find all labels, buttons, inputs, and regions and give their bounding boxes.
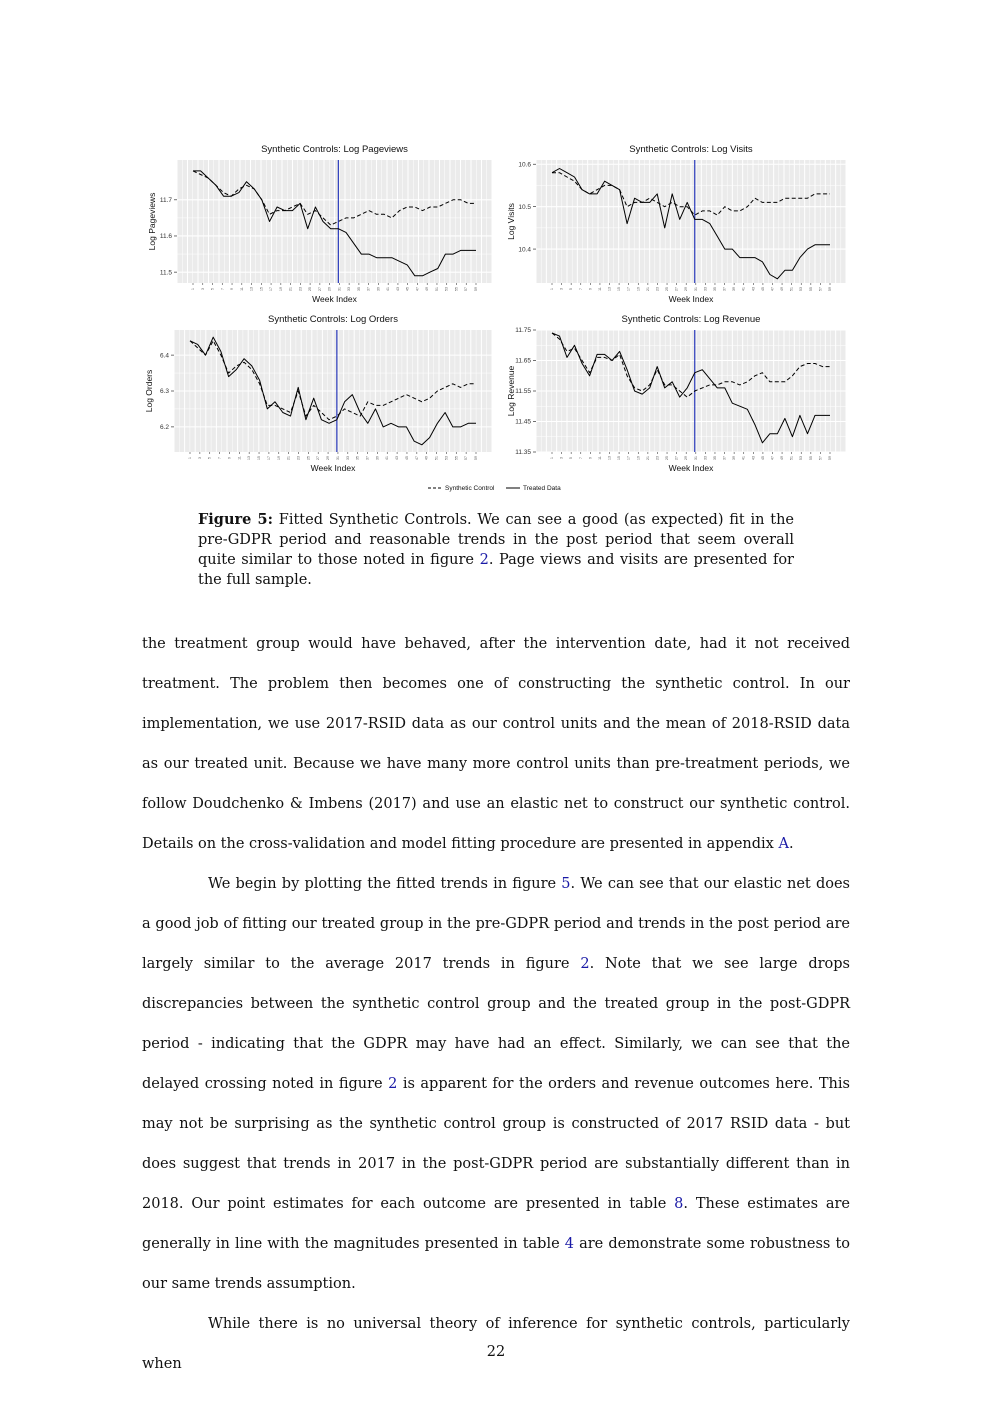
x-tick-label: 55 (454, 287, 459, 291)
x-tick-label: 13 (607, 287, 612, 291)
x-tick-label: 41 (741, 456, 746, 460)
x-tick-label: 25 (665, 287, 670, 291)
x-tick-label: 39 (732, 287, 737, 291)
x-tick-label: 11 (239, 287, 244, 291)
x-tick-label: 33 (703, 456, 708, 460)
paragraph-text: . (788, 836, 794, 852)
y-tick-label: 11.45 (515, 418, 531, 426)
x-tick-label: 31 (337, 287, 342, 291)
x-tick-label: 9 (230, 288, 235, 290)
figure-ref-link[interactable]: 5 (561, 876, 571, 892)
x-tick-label: 29 (326, 456, 331, 460)
legend-label-synthetic: Synthetic Control (445, 485, 495, 492)
paragraph-2 (142, 864, 850, 1304)
x-tick-label: 57 (464, 456, 469, 460)
x-tick-label: 59 (474, 456, 478, 460)
y-tick-label: 11.65 (515, 357, 531, 365)
y-tick-label: 6.2 (159, 424, 169, 432)
x-tick-label: 33 (345, 456, 350, 460)
x-tick-label: 51 (789, 287, 794, 291)
x-tick-label: 21 (645, 456, 650, 460)
figure-5 (140, 140, 860, 500)
y-tick-label: 11.55 (515, 388, 531, 396)
x-tick-label: 45 (404, 456, 409, 460)
chart-title: Synthetic Controls: Log Orders (268, 314, 398, 325)
synthetic-controls-figure (140, 140, 860, 500)
x-tick-label: 9 (227, 457, 232, 459)
x-tick-label: 55 (808, 456, 813, 460)
x-tick-label: 55 (808, 287, 813, 291)
y-axis-label: Log Revenue (506, 365, 516, 417)
x-tick-label: 7 (217, 457, 222, 459)
body-text (142, 624, 850, 1384)
x-tick-label: 15 (257, 456, 262, 460)
x-tick-label: 27 (674, 456, 679, 460)
x-tick-label: 37 (365, 456, 370, 460)
x-tick-label: 45 (405, 287, 410, 291)
y-tick-label: 10.4 (518, 246, 531, 254)
caption-label: Figure 5: (198, 511, 273, 528)
table-ref-link[interactable]: 8 (674, 1196, 684, 1212)
x-tick-label: 31 (693, 287, 698, 291)
x-tick-label: 1 (191, 288, 195, 290)
x-tick-label: 21 (288, 287, 293, 291)
x-tick-label: 11 (597, 287, 602, 291)
x-tick-label: 37 (722, 287, 727, 291)
x-tick-label: 57 (818, 287, 823, 291)
y-tick-label: 11.5 (159, 269, 172, 277)
paragraph-1 (142, 624, 850, 864)
x-tick-label: 43 (395, 456, 400, 460)
x-tick-label: 57 (464, 287, 469, 291)
y-tick-label: 6.4 (159, 352, 169, 360)
x-tick-label: 35 (355, 456, 360, 460)
x-tick-label: 3 (200, 288, 205, 290)
x-tick-label: 17 (269, 287, 274, 291)
x-tick-label: 29 (684, 287, 689, 291)
x-tick-label: 7 (578, 457, 583, 459)
x-tick-label: 49 (780, 287, 785, 291)
x-tick-label: 43 (751, 287, 756, 291)
x-tick-label: 29 (684, 456, 689, 460)
x-tick-label: 59 (828, 287, 832, 291)
x-axis-label: Week Index (310, 463, 356, 473)
x-tick-label: 19 (278, 287, 283, 291)
x-tick-label: 35 (712, 456, 717, 460)
caption-text: Fitted Synthetic Controls. We can see a good (as expected) fit in the pre-GDPR period and reasonable trends in the post period that seem overall quite similar to those noted in figure (198, 512, 795, 568)
x-tick-label: 21 (645, 287, 650, 291)
x-tick-label: 19 (276, 456, 281, 460)
x-tick-label: 25 (308, 287, 313, 291)
y-axis-label: Log Visits (506, 203, 516, 240)
x-tick-label: 53 (444, 456, 449, 460)
x-tick-label: 51 (434, 287, 439, 291)
x-tick-label: 45 (760, 456, 765, 460)
x-tick-label: 1 (550, 288, 554, 290)
x-tick-label: 45 (760, 287, 765, 291)
x-tick-label: 49 (425, 287, 430, 291)
x-tick-label: 9 (588, 457, 593, 459)
paragraph-text: are demonstrate some robustness to our same trends assumption. (142, 1236, 850, 1292)
chart-title: Synthetic Controls: Log Visits (629, 144, 753, 155)
x-tick-label: 35 (356, 287, 361, 291)
x-tick-label: 19 (636, 287, 641, 291)
x-tick-label: 23 (296, 456, 301, 460)
chart-title: Synthetic Controls: Log Pageviews (261, 144, 408, 155)
chart-panel-3 (144, 314, 492, 473)
paragraph-text: . We can see that our elastic net does a good job of fitting our treated group in the pre-GDPR period and trends in the post period are largely similar to the average 2017 trends in figure (142, 876, 850, 972)
x-tick-label: 3 (559, 288, 564, 290)
x-tick-label: 9 (588, 288, 593, 290)
x-tick-label: 43 (395, 287, 400, 291)
appendix-ref-link[interactable]: A (778, 836, 789, 852)
x-tick-label: 25 (665, 456, 670, 460)
caption-text-end: . Page views and visits are presented for the full sample. (198, 552, 794, 588)
paragraph-text: . These estimates are generally in line with the magnitudes presented in table (142, 1196, 851, 1252)
x-tick-label: 15 (617, 287, 622, 291)
x-tick-label: 23 (655, 456, 660, 460)
x-tick-label: 51 (789, 456, 794, 460)
x-tick-label: 33 (347, 287, 352, 291)
caption-figure-ref-link[interactable]: 2 (479, 552, 489, 568)
x-tick-label: 47 (415, 287, 420, 291)
x-tick-label: 47 (770, 456, 775, 460)
x-tick-label: 13 (607, 456, 612, 460)
chart-title: Synthetic Controls: Log Revenue (621, 314, 761, 325)
chart-panel-1 (147, 144, 492, 304)
legend-label-treated: Treated Data (523, 485, 561, 492)
chart-panel-2 (506, 144, 846, 304)
x-tick-label: 7 (220, 288, 225, 290)
x-tick-label: 31 (693, 456, 698, 460)
x-tick-label: 57 (818, 456, 823, 460)
y-tick-label: 11.75 (515, 327, 531, 335)
x-tick-label: 31 (335, 456, 340, 460)
x-tick-label: 13 (247, 456, 252, 460)
x-tick-label: 27 (674, 287, 679, 291)
x-tick-label: 41 (741, 287, 746, 291)
x-tick-label: 53 (799, 287, 804, 291)
x-tick-label: 17 (626, 287, 631, 291)
x-tick-label: 33 (703, 287, 708, 291)
x-tick-label: 1 (550, 457, 554, 459)
x-tick-label: 1 (188, 457, 192, 459)
paragraph-text: We begin by plotting the fitted trends in figure (208, 876, 562, 892)
x-tick-label: 15 (617, 456, 622, 460)
x-tick-label: 39 (376, 287, 381, 291)
x-tick-label: 11 (237, 456, 242, 460)
x-axis-label: Week Index (312, 294, 357, 304)
x-tick-label: 49 (780, 456, 785, 460)
x-tick-label: 23 (298, 287, 303, 291)
y-axis-label: Log Orders (144, 369, 154, 413)
x-tick-label: 59 (828, 456, 832, 460)
x-tick-label: 43 (751, 456, 756, 460)
figure-ref-link[interactable]: 2 (388, 1076, 398, 1092)
x-tick-label: 35 (712, 287, 717, 291)
y-tick-label: 11.35 (515, 449, 531, 457)
y-tick-label: 11.7 (159, 196, 172, 204)
x-tick-label: 5 (569, 457, 574, 459)
x-tick-label: 47 (770, 287, 775, 291)
x-tick-label: 17 (626, 456, 631, 460)
x-tick-label: 15 (259, 287, 264, 291)
x-tick-label: 41 (386, 287, 391, 291)
x-tick-label: 19 (636, 456, 641, 460)
x-tick-label: 41 (385, 456, 390, 460)
x-tick-label: 53 (444, 287, 449, 291)
x-tick-label: 5 (569, 288, 574, 290)
x-tick-label: 39 (375, 456, 380, 460)
x-axis-label: Week Index (668, 294, 714, 304)
y-tick-label: 10.6 (518, 161, 531, 169)
x-tick-label: 27 (317, 287, 322, 291)
table-ref-link[interactable]: 4 (564, 1236, 574, 1252)
y-tick-label: 10.5 (518, 203, 531, 211)
x-tick-label: 3 (559, 457, 564, 459)
x-tick-label: 25 (306, 456, 311, 460)
x-tick-label: 23 (655, 287, 660, 291)
x-tick-label: 37 (366, 287, 371, 291)
y-tick-label: 11.6 (159, 233, 172, 241)
x-tick-label: 51 (434, 456, 439, 460)
x-tick-label: 5 (207, 457, 212, 459)
x-tick-label: 37 (722, 456, 727, 460)
x-tick-label: 55 (454, 456, 459, 460)
figure-caption (198, 510, 794, 590)
x-tick-label: 39 (732, 456, 737, 460)
x-tick-label: 49 (424, 456, 429, 460)
y-axis-label: Log Pageviews (147, 192, 157, 251)
x-tick-label: 3 (197, 457, 202, 459)
chart-legend (428, 485, 561, 492)
x-tick-label: 13 (249, 287, 254, 291)
x-tick-label: 17 (266, 456, 271, 460)
page-number: 22 (486, 1344, 506, 1360)
x-axis-label: Week Index (668, 463, 714, 473)
paragraph-text: the treatment group would have behaved, after the intervention date, had it not received treatment. The problem then becomes one of constructing the synthetic control. In our implementation, we use 2017-RSID data as our control units and the mean of 2018-RSID data as our treated unit. Because we have many more control units than pre-treatment periods, we follow Doudchenko & Imbens (2017) and use an elastic net to construct our synthetic control. Details on the cross-validation and model fitting procedure are presented in appendix (142, 636, 850, 852)
paragraph-text: is apparent for the orders and revenue outcomes here. This may not be surprising as the synthetic control group is constructed of 2017 RSID data - but does suggest that trends in 2017 in the post-GDPR period are substantially different than in 2018. Our point estimates for each outcome are presented in table (142, 1076, 850, 1212)
x-tick-label: 27 (316, 456, 321, 460)
y-tick-label: 6.3 (159, 388, 169, 396)
x-tick-label: 47 (414, 456, 419, 460)
x-tick-label: 7 (578, 288, 583, 290)
paragraph-text: While there is no universal theory of inference for synthetic controls, particularly when (142, 1316, 850, 1372)
x-tick-label: 5 (210, 288, 215, 290)
figure-ref-link[interactable]: 2 (580, 956, 590, 972)
chart-panel-4 (506, 314, 846, 473)
paragraph-text: . Note that we see large drops discrepancies between the synthetic control group and the treated group in the post-GDPR period - indicating that the GDPR may have had an effect. Similarly, we can see that the delayed crossing noted in figure (142, 956, 850, 1092)
x-tick-label: 59 (474, 287, 478, 291)
x-tick-label: 11 (597, 456, 602, 460)
x-tick-label: 29 (327, 287, 332, 291)
x-tick-label: 53 (799, 456, 804, 460)
x-tick-label: 21 (286, 456, 291, 460)
